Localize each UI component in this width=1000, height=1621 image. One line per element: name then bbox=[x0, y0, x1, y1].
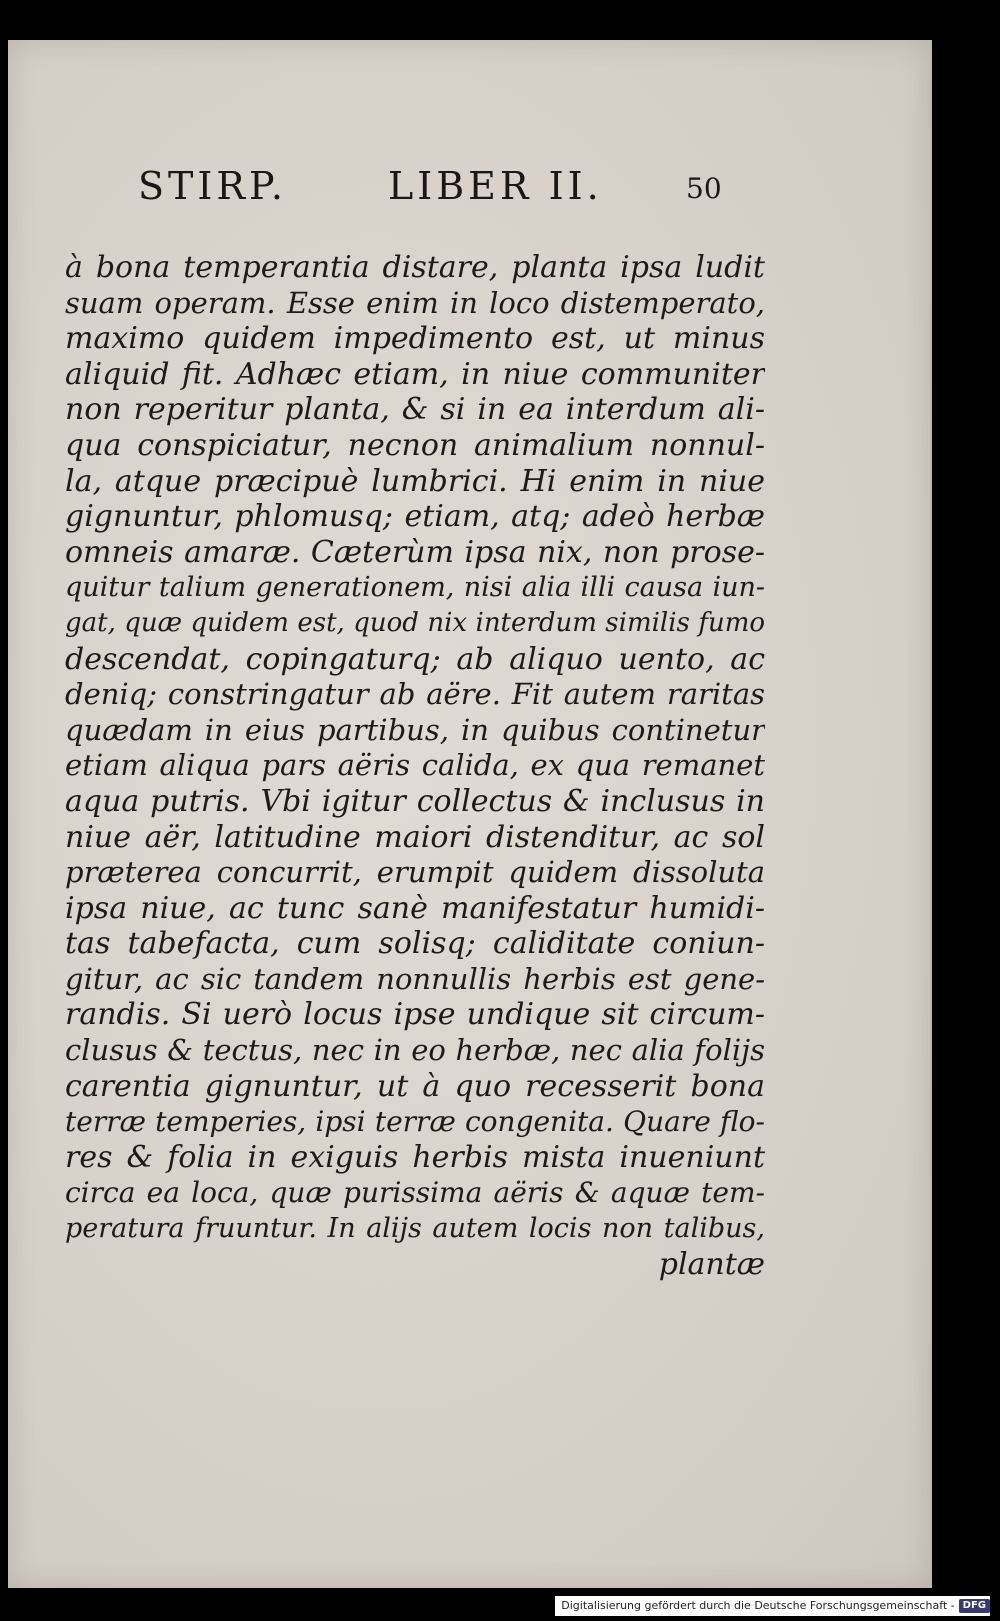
page-number: 50 bbox=[686, 172, 722, 205]
text-line: la, atque præcipuè lumbrici. Hi enim in niue bbox=[65, 463, 765, 499]
text-line: carentia gignuntur, ut à quo recesserit bona bbox=[65, 1068, 765, 1104]
text-line: à bona temperantia distare, planta ipsa ludit bbox=[65, 250, 765, 285]
text-line: etiam aliqua pars aëris calida, ex qua remanet bbox=[65, 748, 765, 783]
funding-footer bbox=[555, 1596, 990, 1616]
text-line: aliquid fit. Adhæc etiam, in niue communiter bbox=[65, 356, 765, 392]
text-line: gitur, ac sic tandem nonnullis herbis est gene- bbox=[65, 961, 765, 996]
text-line: qua conspiciatur, necnon animalium nonnul- bbox=[65, 427, 765, 463]
text-line: circa ea loca, quæ purissima aëris & aquæ tem- bbox=[65, 1176, 765, 1210]
text-line: omneis amaræ. Cæterùm ipsa nix, non prose- bbox=[65, 534, 765, 570]
text-line: præterea concurrit, erumpit quidem dissoluta bbox=[65, 855, 765, 890]
text-line: gat, quæ quidem est, quod nix interdum similis fumo bbox=[65, 607, 765, 638]
dfg-logo: DFG bbox=[959, 1599, 990, 1613]
text-line: tas tabefacta, cum solisq; caliditate coniun- bbox=[65, 926, 765, 962]
text-line: ipsa niue, ac tunc sanè manifestatur humidi- bbox=[65, 890, 765, 926]
catchword: plantæ bbox=[658, 1246, 765, 1282]
text-line: clusus & tectus, nec in eo herbæ, nec alia folijs bbox=[65, 1033, 765, 1068]
text-line: descendat, copingaturq; ab aliquo uento, ac bbox=[65, 641, 765, 677]
header-left: STIRP. bbox=[138, 164, 287, 208]
text-line: randis. Si uerò locus ipse undique sit circum- bbox=[65, 997, 765, 1033]
text-line: terræ temperies, ipsi terræ congenita. Quare flo- bbox=[65, 1105, 765, 1139]
footer-text: Digitalisierung gefördert durch die Deutsche Forschungsgemeinschaft - bbox=[561, 1599, 955, 1612]
text-line: res & folia in exiguis herbis mista inueniunt bbox=[65, 1139, 765, 1175]
text-line: maximo quidem impedimento est, ut minus bbox=[65, 321, 765, 357]
text-line: niue aër, latitudine maiori distenditur, ac sol bbox=[65, 819, 765, 855]
book-page bbox=[8, 40, 932, 1588]
running-header bbox=[138, 164, 738, 224]
text-line: gignuntur, phlomusq; etiam, atq; adeò herbæ bbox=[65, 499, 765, 535]
text-line: deniq; constringatur ab aëre. Fit autem raritas bbox=[65, 677, 765, 712]
header-center: LIBER II. bbox=[388, 164, 603, 208]
text-line: quitur talium generationem, nisi alia illi causa iun- bbox=[65, 572, 765, 604]
text-line: peratura fruuntur. In alijs autem locis non talibus, bbox=[65, 1213, 765, 1245]
body-text bbox=[65, 250, 765, 1282]
text-line: quædam in eius partibus, in quibus continetur bbox=[65, 712, 765, 747]
text-line: aqua putris. Vbi igitur collectus & inclusus in bbox=[65, 783, 765, 819]
text-line: suam operam. Esse enim in loco distemperato, bbox=[65, 285, 765, 320]
text-line: non reperitur planta, & si in ea interdum ali- bbox=[65, 392, 765, 428]
